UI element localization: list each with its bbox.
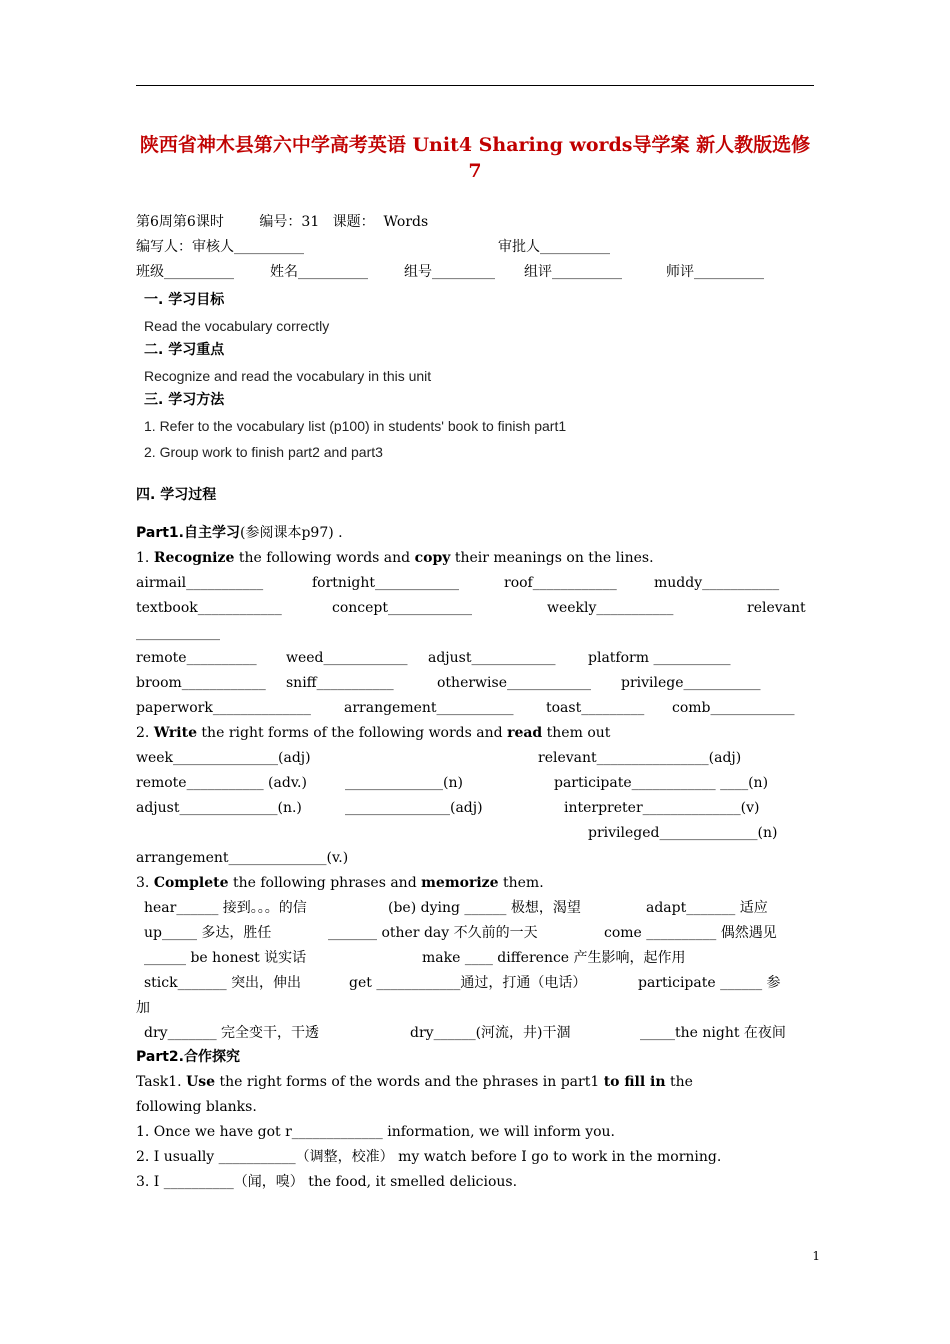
q3-keyword-1: Complete — [153, 875, 229, 891]
q1-text-2: their meanings on the lines. — [450, 550, 654, 566]
part1-title: Part1.自主学习 — [136, 525, 240, 541]
form-item: relevant________________(adj) — [538, 750, 742, 766]
q3-keyword-2: memorize — [421, 875, 499, 891]
word-item: remote__________ — [136, 650, 257, 666]
word-item: privilege___________ — [621, 675, 761, 691]
task1-text-1: the right forms of the words and the phrases in part1 — [215, 1074, 604, 1090]
phrase-item: dry_______ 完全变干，干透 — [144, 1025, 320, 1041]
form-item: remote___________ (adv.) — [136, 775, 307, 791]
section-3-item-2: 2. Group work to finish part2 and part3 — [144, 444, 383, 460]
q3-num: 3. — [136, 875, 154, 891]
task1-label: Task1. — [136, 1074, 187, 1090]
word-item: airmail___________ — [136, 575, 264, 591]
phrase-item: _______ other day 不久前的一天 — [328, 925, 538, 941]
section-3-item-1: 1. Refer to the vocabulary list (p100) in students' book to finish part1 — [144, 418, 567, 434]
phrase-item: get ____________通过，打通（电话） — [349, 975, 587, 991]
phrase-item: dry______(河流，井)干涸 — [410, 1025, 571, 1041]
task1-keyword-1: Use — [186, 1074, 216, 1090]
phrase-item: participate ______ 参 — [638, 975, 781, 991]
word-item: relevant — [747, 600, 806, 616]
task1-text-2: the — [665, 1074, 693, 1090]
word-item: weekly___________ — [547, 600, 674, 616]
sentence-2: 2. I usually ___________（调整，校准） my watch before I go to work in the morning. — [136, 1149, 722, 1165]
phrase-item: hear______ 接到。。。的信 — [144, 900, 307, 916]
q3-text-2: them. — [498, 875, 544, 891]
writer-field: 编写人：审核人__________ — [136, 239, 304, 255]
q2-keyword-1: Write — [153, 725, 197, 741]
form-item: _______________(adj) — [345, 800, 483, 816]
form-item: ______________(n) — [345, 775, 463, 791]
word-item: otherwise____________ — [437, 675, 591, 691]
word-item: broom____________ — [136, 675, 266, 691]
q2-instruction — [136, 724, 610, 742]
approver-field: 审批人__________ — [498, 239, 610, 255]
header-meta: 第6周第6课时 编号：31 课题： Words — [136, 214, 429, 230]
form-item: adjust______________(n.) — [136, 800, 302, 816]
word-item: adjust____________ — [428, 650, 556, 666]
group-field: 组号_________ — [404, 264, 495, 280]
group-eval-field: 组评__________ — [524, 264, 622, 280]
q2-keyword-2: read — [507, 725, 543, 741]
word-item: arrangement___________ — [344, 700, 514, 716]
form-item: arrangement______________(v.) — [136, 850, 349, 866]
phrase-item: up_____ 多达，胜任 — [144, 925, 272, 941]
phrase-item: make ____ difference 产生影响，起作用 — [422, 950, 686, 966]
section-1-heading: 一. 学习目标 — [144, 292, 225, 308]
phrase-row-4-wrap: 加 — [136, 1000, 150, 1016]
name-field: 姓名__________ — [270, 264, 368, 280]
phrase-item: (be) dying ______ 极想，渴望 — [388, 900, 581, 916]
q3-instruction — [136, 874, 544, 892]
word-item: comb____________ — [672, 700, 795, 716]
phrase-item: come __________ 偶然遇见 — [604, 925, 777, 941]
phrase-item: adapt_______ 适应 — [646, 900, 768, 916]
q2-text-1: the right forms of the following words and — [196, 725, 508, 741]
task1-keyword-2: to fill in — [603, 1074, 666, 1090]
q1-num: 1. — [136, 550, 154, 566]
section-4-heading: 四. 学习过程 — [136, 487, 217, 503]
word-item: platform ___________ — [588, 650, 731, 666]
form-item: privileged______________(n) — [588, 825, 778, 841]
form-item: week_______________(adj) — [136, 750, 311, 766]
class-field: 班级__________ — [136, 264, 234, 280]
task1-instruction — [136, 1073, 693, 1091]
word-item: sniff___________ — [286, 675, 394, 691]
form-item: participate____________ ____(n) — [554, 775, 769, 791]
phrase-item: _____the night 在夜间 — [640, 1025, 786, 1041]
q1-keyword-2: copy — [414, 550, 451, 566]
word-item: concept____________ — [332, 600, 472, 616]
section-1-text: Read the vocabulary correctly — [144, 318, 330, 334]
part1-heading — [136, 524, 343, 542]
word-item: roof____________ — [504, 575, 617, 591]
task1-instruction-wrap: following blanks. — [136, 1099, 257, 1115]
q1-text-1: the following words and — [234, 550, 415, 566]
form-item: interpreter______________(v) — [564, 800, 760, 816]
part2-heading: Part2.合作探究 — [136, 1049, 240, 1065]
word-item: textbook____________ — [136, 600, 282, 616]
word-item: fortnight____________ — [312, 575, 460, 591]
part1-note: (参阅课本p97) . — [240, 525, 343, 541]
word-row-2-blank: ____________ — [136, 625, 220, 641]
word-item: paperwork______________ — [136, 700, 311, 716]
section-2-text: Recognize and read the vocabulary in this unit — [144, 368, 432, 384]
q3-text-1: the following phrases and — [228, 875, 422, 891]
q2-text-2: them out — [542, 725, 611, 741]
page-number: 1 — [812, 1249, 820, 1263]
phrase-item: ______ be honest 说实话 — [144, 950, 307, 966]
q1-instruction — [136, 549, 654, 567]
document-title: 陕西省神木县第六中学高考英语 Unit4 Sharing words导学案 新人教版选修7 — [139, 134, 811, 182]
word-item: toast_________ — [546, 700, 645, 716]
teacher-eval-field: 师评__________ — [666, 264, 764, 280]
phrase-item: stick_______ 突出，伸出 — [144, 975, 302, 991]
word-item: muddy___________ — [654, 575, 780, 591]
top-rule — [136, 85, 814, 86]
q2-num: 2. — [136, 725, 154, 741]
section-3-heading: 三. 学习方法 — [144, 392, 225, 408]
section-2-heading: 二. 学习重点 — [144, 342, 225, 358]
q1-keyword-1: Recognize — [153, 550, 235, 566]
sentence-1: 1. Once we have got r_____________ information, we will inform you. — [136, 1124, 615, 1140]
sentence-3: 3. I __________（闻，嗅） the food, it smelled delicious. — [136, 1174, 518, 1190]
word-item: weed____________ — [286, 650, 408, 666]
